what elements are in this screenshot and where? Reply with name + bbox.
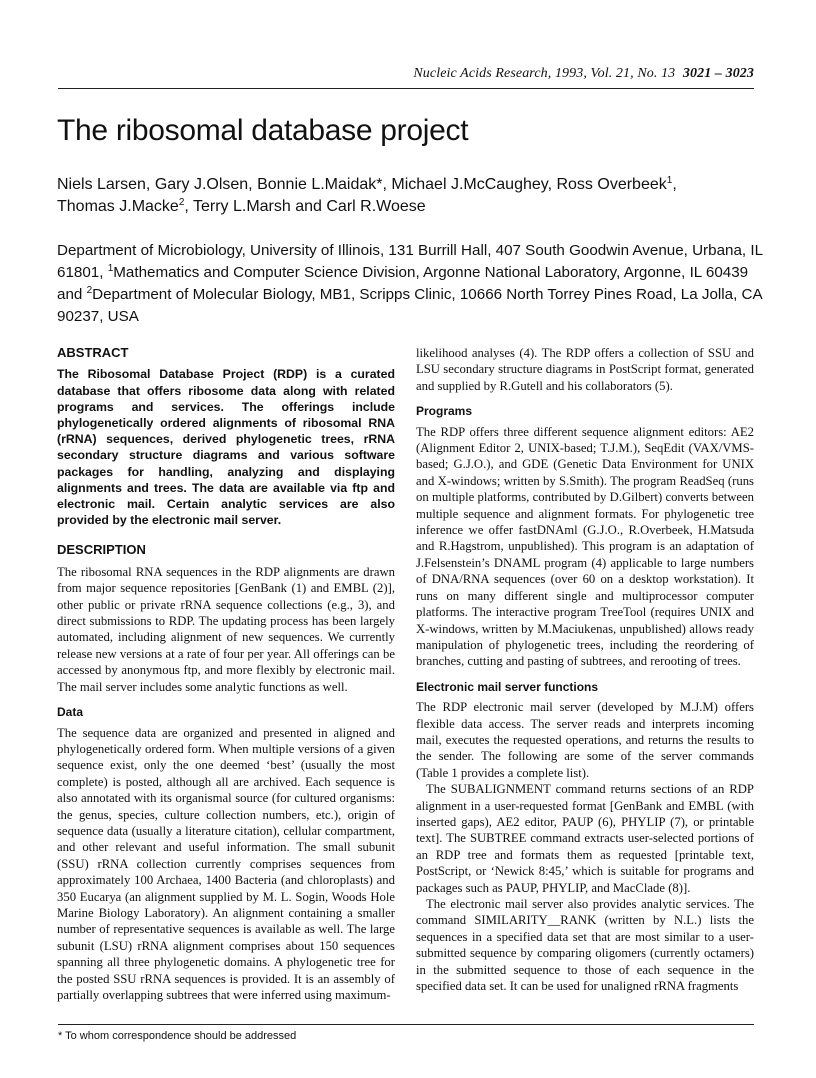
affil-mark-1: 1 — [107, 263, 114, 274]
authors-line-2b: , Terry L.Marsh and Carl R.Woese — [184, 198, 426, 215]
article-title: The ribosomal database project — [57, 114, 469, 147]
authors-line-2a: Thomas J.Macke — [57, 198, 179, 215]
affiliation-part-3: Department of Molecular Biology, MB1, Scripps Clinic, 10666 North Torrey Pines Road, La Jolla, CA 90237, USA — [57, 286, 762, 325]
programs-text: The RDP offers three different sequence alignment editors: AE2 (Alignment Editor 2, UNIX-based; T.J.M.), SeqEdit (VAX/VMS-based; G.J.O.), and GDE (Genetic Data Environment for UNIX and X-windows; written by S.Smith). The program ReadSeq (runs on multiple platforms, contributed by D.Gilbert) converts between multiple sequence and alignment formats. For phylogenetic tree inference we offer fastDNAml (G.J.O., R.Overbeek, H.Matsuda and R.Hagstrom, unpublished). This program is an adaptation of J.Felsenstein’s DNAML program (4) applicable to large numbers of DNA/RNA sequences (over 60 on a desktop workstation). It runs on many different single and multiprocessor computer platforms. The interactive program TreeTool (requires UNIX and X-windows, written by M.Maciukenas, unpublished) allows ready manipulation of phylogenetic trees, including the reordering of branches, cutting and pasting of subtrees, and rerooting of trees. — [416, 424, 754, 669]
affiliations — [57, 240, 767, 328]
affiliation-part-2: Mathematics and Computer Science Division, Argonne National Laboratory, Argonne, IL 60439 and — [57, 264, 749, 303]
description-heading: DESCRIPTION — [57, 542, 146, 558]
email-paragraph-1: The RDP electronic mail server (developed by M.J.M) offers flexible data access. The server reads and interprets incoming mail, executes the requested operations, and returns the results to the sender. The following are some of the server commands (Table 1 provides a complete list). — [416, 700, 754, 780]
affiliation-part-1: Department of Microbiology, University of Illinois, 131 Burrill Hall, 407 South Goodwin Avenue, Urbana, IL 61801, — [57, 242, 763, 281]
authors-line-1: Niels Larsen, Gary J.Olsen, Bonnie L.Maidak*, Michael J.McCaughey, Ross Overbeek — [57, 176, 667, 193]
abstract-text: The Ribosomal Database Project (RDP) is a curated database that offers ribosome data along with related programs and services. The offerings include phylogenetically ordered alignments of ribosomal RNA (rRNA) sequences, derived phylogenetic trees, rRNA secondary structure diagrams and various software packages for handling, analyzing and displaying alignments and trees. The data are available via ftp and electronic mail. Certain analytic services are also provided by the electronic mail server. — [57, 367, 395, 528]
right-column — [416, 345, 754, 994]
email-paragraph-2: The SUBALIGNMENT command returns sections of an RDP alignment in a user-requested format [GenBank and EMBL (with inserted gaps), AE2 editor, PAUP (6), PHYLIP (7), or printable text]. The SUBTREE command extracts user-selected portions of an RDP tree and formats them as requested [printable text, PostScript, or ‘Newick 8:45,’ which is suitable for programs and packages such as PAUP, PHYLIP, and MacClade (8)]. — [416, 782, 754, 895]
continuation-text: likelihood analyses (4). The RDP offers a collection of SSU and LSU secondary structure diagrams in PostScript format, generated and supplied by R.Gutell and his collaborators (5). — [416, 346, 754, 393]
description-text: The ribosomal RNA sequences in the RDP alignments are drawn from major sequence repositories [GenBank (1) and EMBL (2)], other public or private rRNA sequence collections (e.g., 3), and direct submissions to RDP. The updating process has been largely automated, including alignment of new sequences. We currently release new versions at a rate of four per year. All offerings can be accessed by anonymous ftp, and more flexibly by electronic mail. The mail server includes some analytic functions as well. — [57, 564, 395, 694]
footnote-divider — [58, 1024, 754, 1025]
email-server-heading: Electronic mail server functions — [416, 679, 599, 694]
journal-header — [413, 66, 754, 82]
author-list: Niels Larsen, Gary J.Olsen, Bonnie L.Maidak*, Michael J.McCaughey, Ross Overbeek$^1$, Thomas J.Macke$^2$, Terry L.Marsh and Carl R.Woese — [57, 175, 677, 215]
author-affil-mark-2: 2 — [178, 197, 185, 208]
abstract-heading: ABSTRACT — [57, 345, 129, 360]
journal-citation: Nucleic Acids Research, 1993, Vol. 21, No. 13 — [413, 66, 676, 81]
header-divider — [58, 88, 754, 89]
author-affil-mark-1: 1 — [666, 175, 673, 186]
programs-heading: Programs — [416, 404, 473, 419]
correspondence-footnote: * To whom correspondence should be addressed — [58, 1030, 297, 1042]
data-heading: Data — [57, 705, 84, 720]
page-range: 3021 – 3023 — [682, 66, 754, 81]
affil-mark-2: 2 — [86, 285, 93, 296]
left-column — [57, 345, 395, 1003]
email-paragraph-3: The electronic mail server also provides analytic services. The command SIMILARITY__RANK (written by N.L.) lists the sequences in a specified data set that are most similar to a user-submitted sequence by comparing oligomers (currently octamers) in the submitted sequence to those of each sequence in the specified data set. It can be used for unaligned rRNA fragments — [416, 897, 754, 994]
data-text: The sequence data are organized and presented in aligned and phylogenetically ordered form. When multiple versions of a given sequence exist, only the one deemed ‘best’ (usually the most complete) is posted, although all are archived. Each sequence is also annotated with its organismal source (for cultured organisms: the genus, species, culture collection numbers, etc.), origin of sequence data (usually a literature citation), cellular compartment, and other relevant and useful information. The small subunit (SSU) rRNA collection currently comprises sequences from approximately 100 Archaea, 1400 Bacteria (and chloroplasts) and 350 Eucarya (an alignment supplied by M. L. Sogin, Woods Hole Marine Biology Laboratory). An alignment containing a smaller number of representative sequences is available as well. The large subunit (LSU) rRNA alignment comprises about 150 sequences spanning all three phylogenetic domains. A phylogenetic tree for the posted SSU rRNA sequences is provided. It is an assembly of partially overlapping subtrees that were inferred using maximum- — [57, 725, 395, 1002]
